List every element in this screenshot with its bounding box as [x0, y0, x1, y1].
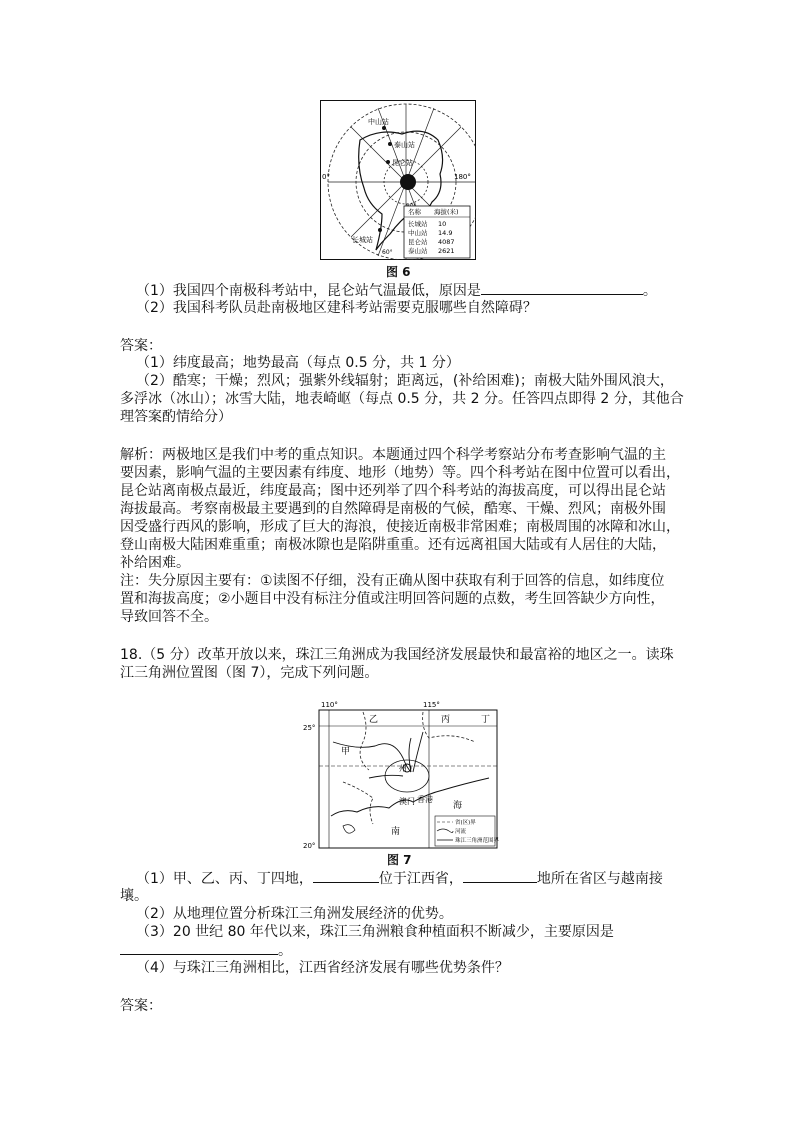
legend-river: 河流 — [455, 829, 467, 835]
q18-part3: （3）20 世纪 80 年代以来，珠江三角洲粮食种植面积不断减少，主要原因是 — [136, 924, 614, 940]
analysis-line-3: 昆仑站离南极点最近，纬度最高；图中还列举了四个科考站的海拔高度，可以得出昆仑站 — [120, 483, 666, 499]
q18-intro-1: 18.（5 分）改革开放以来，珠江三角洲成为我国经济发展最快和最富裕的地区之一。读珠 — [120, 647, 674, 663]
legend-province: 省(区)界 — [455, 820, 476, 826]
zhongshan-station-label: 中山站 — [368, 118, 389, 126]
map-legend — [435, 816, 500, 846]
answer-line-1: （1）纬度最高；地势最高（每点 0.5 分，共 1 分） — [136, 355, 460, 371]
analysis-line-4: 海拔最高。考察南极最主要遇到的自然障碍是南极的气候，酷寒、干燥、烈风；南极外围 — [120, 501, 666, 517]
table-row-name: 长城站 — [408, 220, 428, 228]
q18-part2: （2）从地理位置分析珠江三角洲发展经济的优势。 — [136, 906, 453, 922]
table-row-name: 中山站 — [408, 229, 428, 237]
q18-part1-cont: 壤。 — [120, 888, 148, 904]
table-row-value: 2621 — [438, 247, 455, 255]
lon-180-label: 180° — [454, 173, 471, 181]
analysis-line-2: 要因素，影响气温的主要因素有纬度、地形（地势）等。四个科考站在图中位置可以看出， — [120, 465, 680, 481]
note-line-2: 置和海拔高度；②小题目中没有标注分值或注明回答问题的点数，考生回答缺少方向性， — [120, 591, 665, 607]
answer-line-4: 理答案酌情给分） — [120, 409, 232, 425]
figure-6-caption: 图 6 — [386, 265, 411, 279]
q17-answer-blank[interactable] — [481, 280, 643, 295]
lat-25-label: 25° — [303, 724, 316, 732]
table-header-name: 名称 — [408, 208, 421, 216]
figure-6-antarctic-map — [320, 100, 476, 260]
legend-delta: 珠江三角洲范围界 — [455, 838, 500, 844]
figure-7-caption: 图 7 — [387, 853, 412, 867]
q18-blank-reason[interactable] — [120, 940, 278, 955]
lon-0-label: 0° — [322, 173, 330, 181]
analysis-line-7: 补给困难。 — [120, 555, 190, 571]
q18-intro-2: 江三角洲位置图（图 7），完成下列问题。 — [120, 665, 379, 681]
table-row-value: 4087 — [438, 238, 455, 246]
table-header-elev: 海拔(米) — [434, 208, 459, 216]
analysis-line-1: 解析：两极地区是我们中考的重点知识。本题通过四个科学考察站分布考查影响气温的主 — [120, 447, 666, 463]
q18-part1: （1）甲、乙、丙、丁四地， 位于江西省， 地所在省区与越南接 — [136, 868, 663, 889]
changcheng-station-label: 长城站 — [352, 236, 373, 244]
lon-110-label: 110° — [321, 701, 338, 709]
table-row-name: 昆仑站 — [408, 238, 428, 246]
q17-part1: （1）我国四个南极科考站中，昆仑站气温最低，原因是 。 — [136, 280, 657, 301]
q18-part3-blank-line: 。 — [120, 940, 292, 961]
answer-line-3: 多浮冰（冰山）；冰雪大陆，地表崎岖（每点 0.5 分，共 2 分。任答四点即得 2 分，其他合 — [120, 391, 684, 407]
table-row-name: 泰山站 — [408, 247, 428, 255]
label-sea: 海 — [453, 801, 463, 811]
elevation-table — [404, 206, 470, 258]
analysis-line-5: 因受盛行西风的影响，形成了巨大的海浪，使接近南极非常困难；南极周围的冰障和冰山， — [120, 519, 680, 535]
label-hongkong: 香港 — [417, 795, 433, 804]
zhongshan-station-dot — [382, 126, 386, 130]
label-bing: 丙 — [441, 715, 451, 725]
analysis-line-6: 登山南极大陆困难重重；南极冰隙也是陷阱重重。还有远离祖国大陆或有人居住的大陆， — [120, 537, 666, 553]
lat-60-label: 60° — [382, 249, 393, 256]
note-line-3: 导致回答不全。 — [120, 609, 218, 625]
taishan-station-label: 泰山站 — [394, 141, 415, 149]
table-row-value: 14.9 — [438, 229, 453, 237]
q17-part2: （2）我国科考队员赴南极地区建科考站需要克服哪些自然障碍？ — [136, 300, 537, 316]
answer-line-2: （2）酷寒；干燥；烈风；强紫外线辐射；距离远，(补给困难)；南极大陆外围风浪大， — [136, 373, 674, 389]
q18-blank-jiangxi[interactable] — [313, 868, 379, 883]
label-yi: 乙 — [369, 715, 379, 725]
figure-7-pearl-river-delta-map — [303, 698, 501, 852]
label-jia: 甲 — [341, 747, 351, 757]
answer-label: 答案： — [120, 338, 162, 354]
kunlun-station-dot — [386, 160, 390, 164]
label-guangzhou: 州 — [399, 764, 407, 773]
label-ding: 丁 — [481, 715, 491, 725]
lon-115-label: 115° — [423, 701, 440, 709]
label-macau: 澳门 — [399, 797, 415, 806]
taishan-station-dot — [388, 142, 392, 146]
table-row-value: 10 — [438, 220, 447, 228]
note-line-1: 注：失分原因主要有：①读图不仔细，没有正确从图中获取有利于回答的信息，如纬度位 — [120, 573, 665, 589]
lat-20-label: 20° — [303, 842, 316, 850]
label-south: 南 — [391, 827, 401, 837]
q18-part4: （4）与珠江三角洲相比，江西省经济发展有哪些优势条件？ — [136, 960, 509, 976]
q18-blank-vietnam[interactable] — [463, 868, 537, 883]
q18-answer-label: 答案： — [120, 998, 162, 1014]
kunlun-station-label: 昆仑站 — [392, 159, 413, 167]
changcheng-station-dot — [378, 228, 382, 232]
